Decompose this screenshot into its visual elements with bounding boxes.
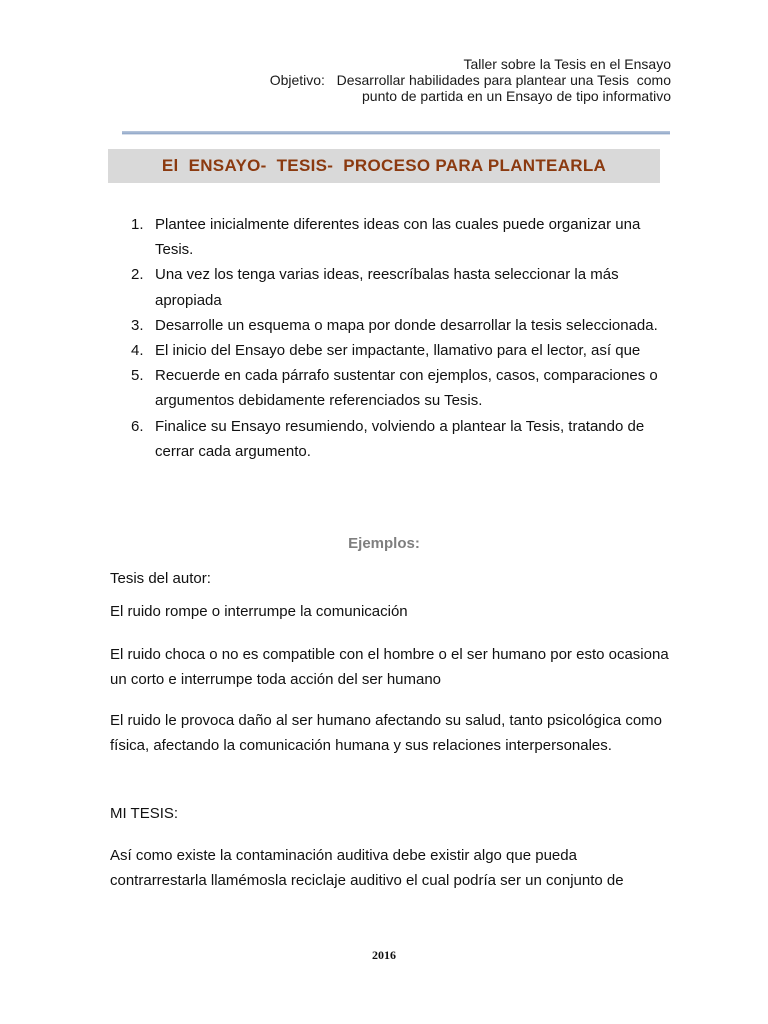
example-paragraph-1: El ruido rompe o interrumpe la comunicación — [110, 603, 408, 620]
title-banner — [108, 149, 660, 183]
header-line-3: punto de partida en un Ensayo de tipo informativo — [362, 88, 671, 104]
list-item — [110, 313, 670, 338]
list-item-number: 3. — [131, 316, 144, 334]
header-line-2: Objetivo: Desarrollar habilidades para plantear una Tesis como — [269, 72, 671, 88]
list-item-number: 1. — [131, 216, 144, 233]
my-thesis-label: MI TESIS: — [110, 805, 179, 822]
list-item-number: 6. — [131, 417, 144, 435]
list-item — [110, 414, 670, 464]
list-item-text: Finalice su Ensayo resumiendo, volviendo a plantear la Tesis, tratando de cerrar cada argumento. — [155, 417, 645, 460]
list-item-text: Desarrolle un esquema o mapa por donde desarrollar la tesis seleccionada. — [155, 316, 658, 334]
list-item-text: Plantee inicialmente diferentes ideas con las cuales puede organizar una Tesis. — [155, 216, 641, 259]
header-divider — [122, 131, 670, 134]
steps-list — [110, 212, 670, 464]
document-header — [270, 56, 671, 104]
my-thesis-paragraph: Así como existe la contaminación auditiva debe existir algo que pueda contrarrestarla llamémosla reciclaje auditivo el cual podría ser un conjunto de — [110, 847, 624, 890]
list-item-number: 2. — [131, 266, 144, 284]
header-line-1: Taller sobre la Tesis en el Ensayo — [463, 56, 671, 72]
page-title: El ENSAYO- TESIS- PROCESO PARA PLANTEARLA — [161, 156, 607, 175]
list-item-text: Recuerde en cada párrafo sustentar con ejemplos, casos, comparaciones o argumentos debidamente referenciados su Tesis. — [155, 367, 658, 410]
example-paragraph-3: El ruido le provoca daño al ser humano afectando su salud, tanto psicológica como física, afectando la comunicación humana y sus relaciones interpersonales. — [110, 712, 663, 755]
example-paragraph-2: El ruido choca o no es compatible con el hombre o el ser humano por esto ocasiona un corto e interrumpe toda acción del ser humano — [110, 646, 669, 689]
list-item-number: 5. — [131, 367, 144, 385]
list-item — [110, 262, 670, 312]
list-item-number: 4. — [131, 342, 144, 360]
author-thesis-label: Tesis del autor: — [110, 570, 211, 587]
list-item — [110, 363, 670, 413]
footer-year: 2016 — [372, 948, 396, 962]
examples-heading: Ejemplos: — [348, 535, 420, 552]
list-item-text: El inicio del Ensayo debe ser impactante, llamativo para el lector, así que — [155, 342, 641, 360]
list-item-text: Una vez los tenga varias ideas, reescríbalas hasta seleccionar la más apropiada — [155, 266, 619, 309]
list-item — [110, 338, 670, 363]
list-item — [110, 212, 670, 262]
